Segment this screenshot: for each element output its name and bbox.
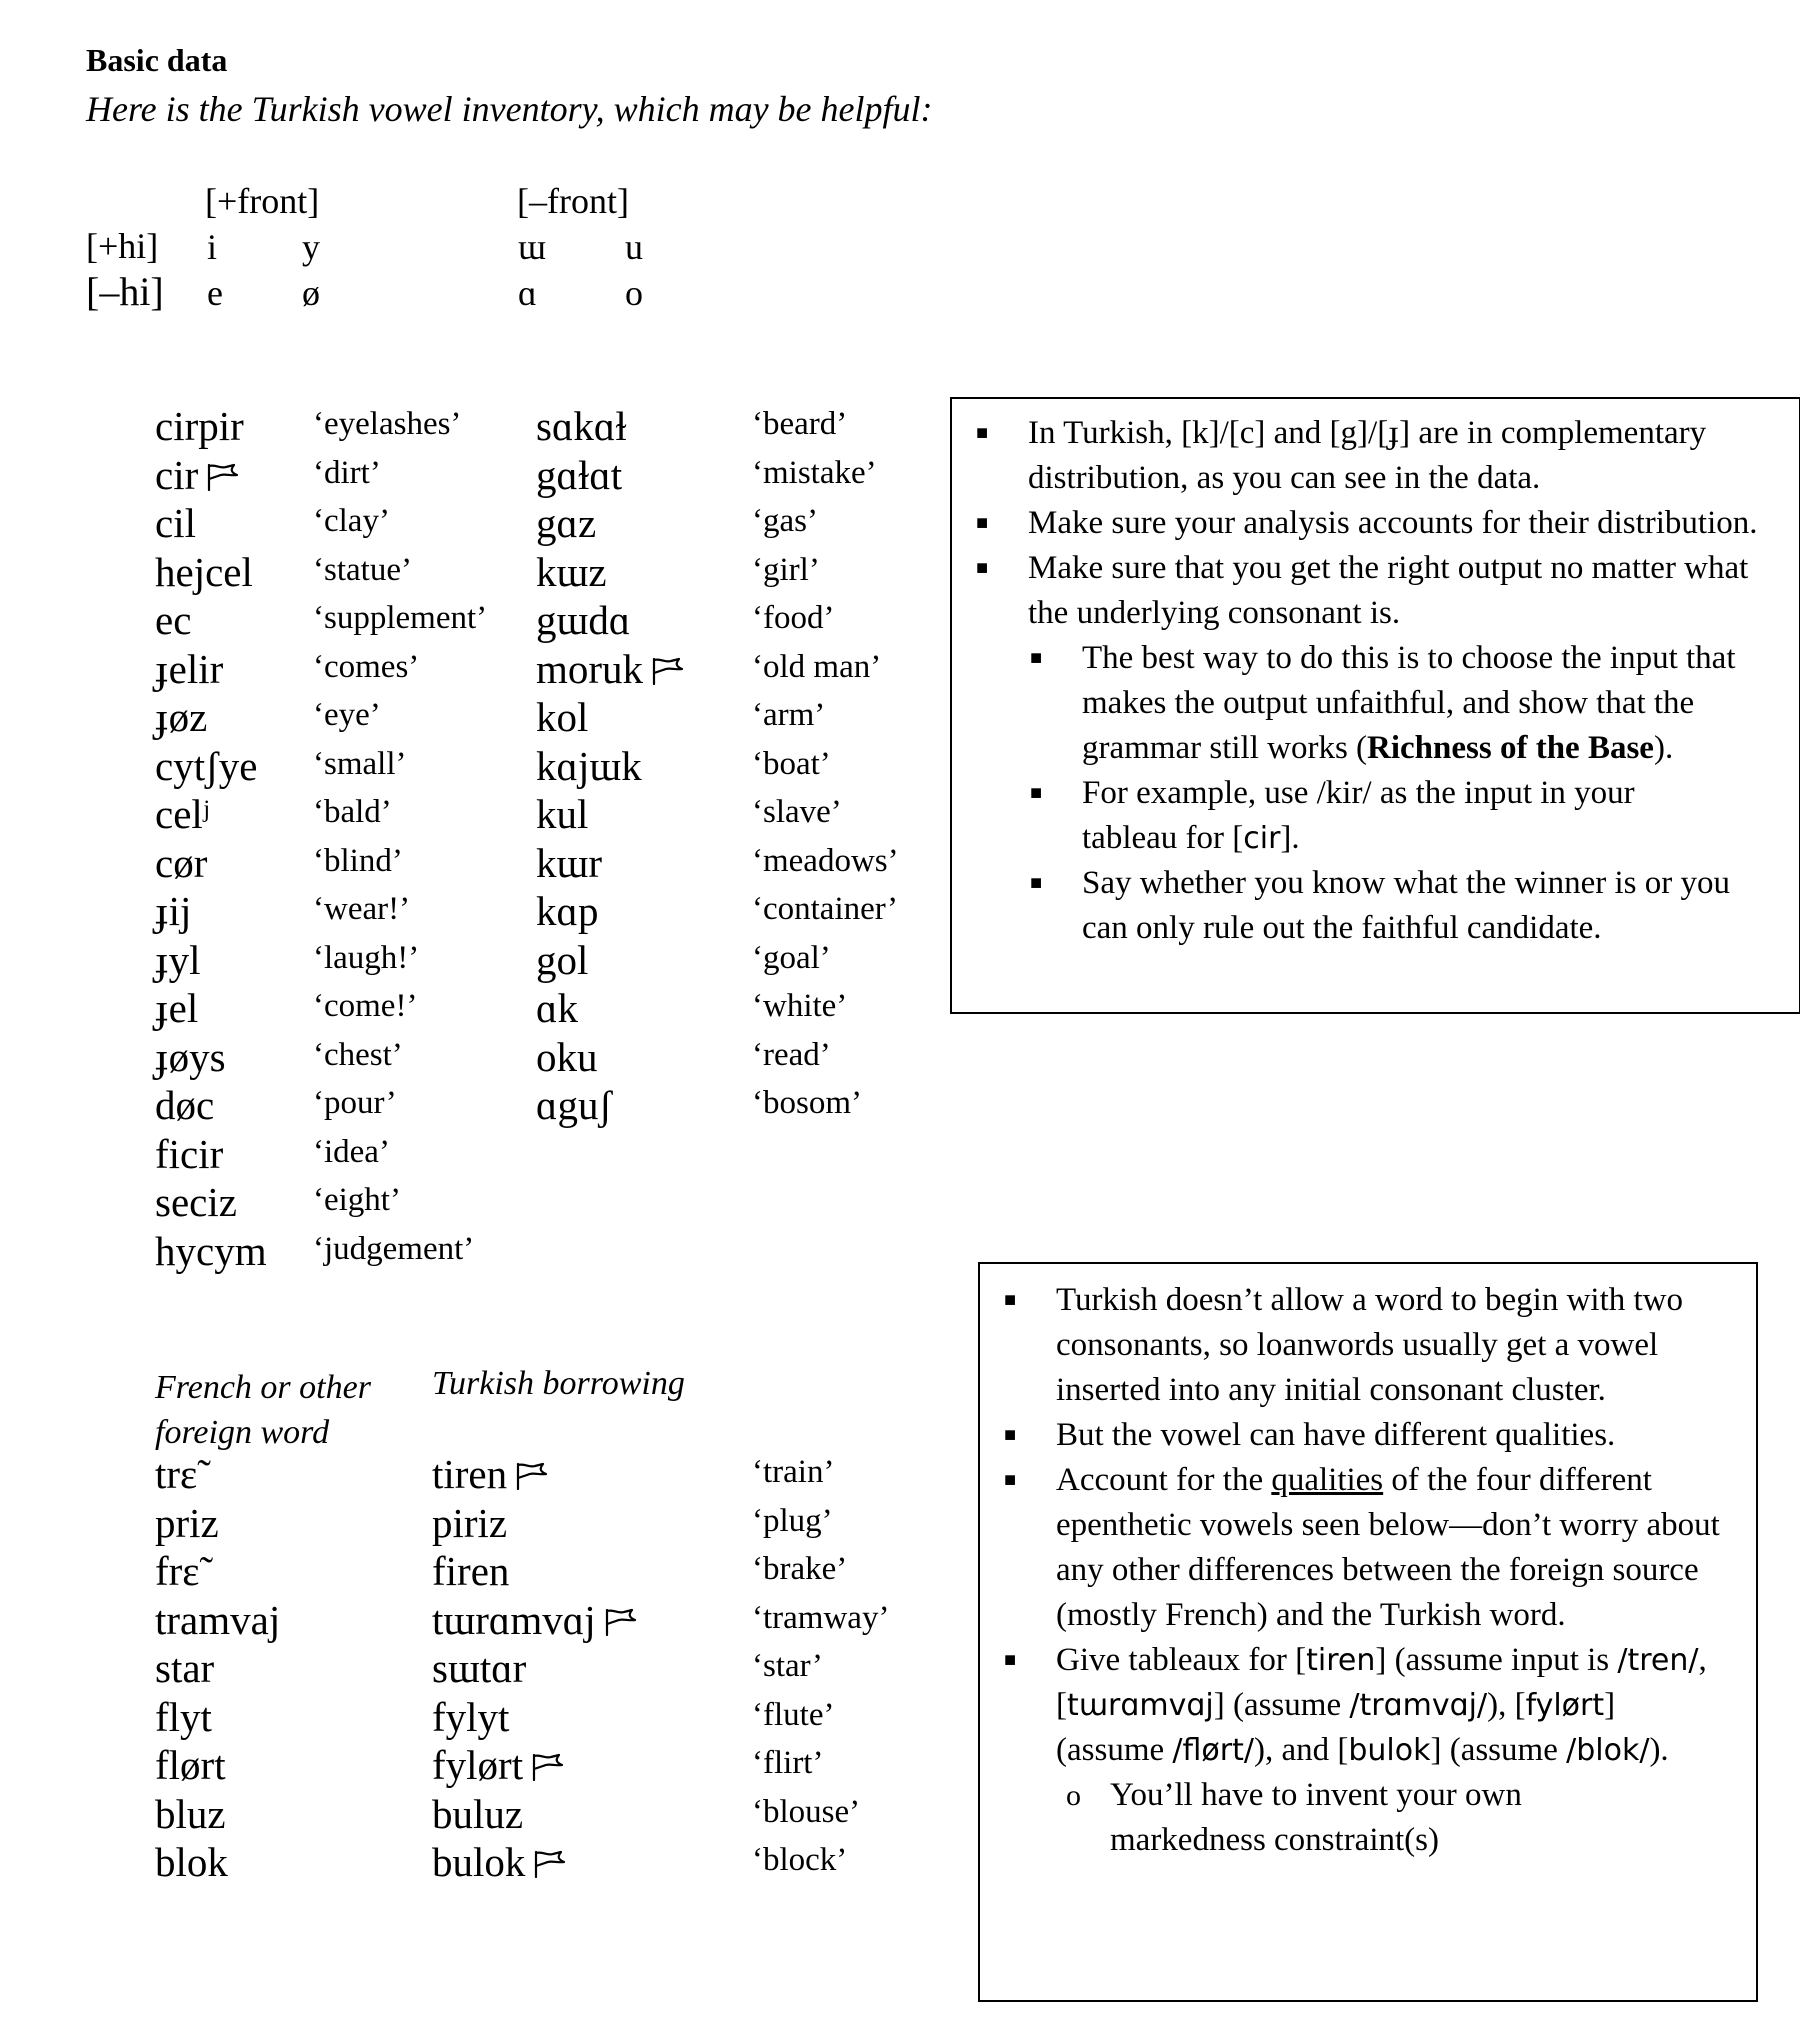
flag-icon [531, 1753, 565, 1781]
vowel-i: i [207, 227, 218, 267]
data-word: ficir [155, 1130, 224, 1177]
col-header-foreign: French or other foreign word [155, 1369, 371, 1451]
data-gloss: ‘eyelashes’ [313, 406, 462, 442]
data-gloss: ‘girl’ [752, 551, 820, 588]
box2-bullet-2: ■ But the vowel can have different qualities. [1004, 1417, 1616, 1453]
data-gloss: ‘laugh!’ [313, 939, 420, 976]
data-gloss: ‘comes’ [313, 648, 420, 685]
data-word: ɟel [155, 985, 199, 1031]
data-word: cytʃye [155, 742, 258, 789]
col-header-turkish: Turkish borrowing [432, 1365, 685, 1402]
box1-subbullet-2: ■ For example, use /kir/ as the input in your tableau for [cir]. [1030, 775, 1635, 856]
data-gloss: ‘goal’ [752, 939, 831, 976]
borrowing-gloss: ‘flute’ [752, 1696, 835, 1733]
data-gloss: ‘wear!’ [313, 891, 411, 927]
data-gloss: ‘old man’ [752, 648, 882, 685]
data-word: kol [536, 694, 589, 740]
data-word: kɯr [536, 839, 603, 886]
data-word: celʲ [155, 791, 210, 837]
data-word: cil [155, 500, 196, 546]
box2-bullet-1: ■ Turkish doesn’t allow a word to begin with two consonants, so loanwords usually get a vowel inserted into any initial consonant cluster. [1004, 1282, 1683, 1408]
borrowing-gloss: ‘plug’ [752, 1502, 833, 1539]
data-gloss: ‘come!’ [313, 988, 418, 1024]
data-gloss: ‘food’ [752, 600, 835, 636]
data-gloss: ‘judgement’ [313, 1230, 475, 1267]
turkish-word: firen [432, 1548, 510, 1594]
vowel-u: u [625, 227, 643, 267]
box2-bullet-3: ■ Account for the qualities of the four different epenthetic vowels seen below—don’t worry about any other differences between the foreign source (mostly French) and the Turkish word. [1004, 1462, 1720, 1633]
data-word: ɑk [536, 985, 578, 1031]
instructions-box-1 [950, 397, 1800, 1014]
data-word: seciz [155, 1179, 237, 1225]
col-header-back: [–front] [517, 181, 629, 221]
data-gloss: ‘supplement’ [313, 600, 488, 636]
data-word: ɟyl [155, 936, 201, 983]
data-word: hycym [155, 1227, 267, 1274]
data-word: kɑp [536, 888, 599, 934]
col-header-front: [+front] [205, 181, 320, 221]
data-gloss: ‘arm’ [752, 697, 826, 733]
foreign-word: frɛ̃ [155, 1548, 200, 1594]
data-gloss: ‘beard’ [752, 406, 848, 442]
data-word: ɟij [155, 888, 192, 934]
foreign-word: flørt [155, 1742, 226, 1788]
data-gloss: ‘chest’ [313, 1036, 403, 1073]
vowel-o-slash: ø [302, 273, 320, 313]
data-gloss: ‘blind’ [313, 842, 403, 879]
data-gloss: ‘boat’ [752, 745, 831, 782]
turkish-word: bulok [432, 1838, 567, 1886]
borrowing-gloss: ‘tramway’ [752, 1599, 890, 1636]
data-word: oku [536, 1033, 598, 1080]
vowel-alpha: ɑ [518, 273, 537, 313]
foreign-word: priz [155, 1499, 219, 1546]
box1-subbullet-3: ■ Say whether you know what the winner is or you can only rule out the faithful candidate. [1030, 865, 1730, 946]
section-title: Basic data [86, 42, 228, 78]
flag-icon [515, 1462, 549, 1490]
borrowing-gloss: ‘star’ [752, 1648, 823, 1684]
vowel-e: e [207, 273, 223, 313]
data-gloss: ‘bosom’ [752, 1085, 862, 1121]
data-word: sɑkɑɫ [536, 403, 627, 449]
data-gloss: ‘small’ [313, 745, 407, 782]
data-word: kɑjɯk [536, 742, 642, 789]
data-gloss: ‘slave’ [752, 794, 842, 830]
box1-bullet-1: ■ In Turkish, [k]/[c] and [g]/[ɟ] are in complementary distribution, as you can see in the data. [976, 415, 1707, 496]
data-gloss: ‘eye’ [313, 697, 381, 733]
data-word: cir [155, 451, 240, 499]
box1-bullet-2: ■ Make sure your analysis accounts for their distribution. [976, 505, 1758, 541]
data-word: ec [155, 597, 192, 643]
data-word: gɑɫɑt [536, 451, 623, 498]
data-word: moruk [536, 645, 685, 693]
data-word: ɟøys [155, 1033, 226, 1080]
data-word: cirpir [155, 403, 244, 449]
data-word: cør [155, 839, 208, 886]
foreign-word: flyt [155, 1693, 212, 1740]
data-gloss: ‘white’ [752, 988, 848, 1024]
data-word: kul [536, 791, 589, 837]
data-gloss: ‘mistake’ [752, 454, 877, 491]
borrowing-gloss: ‘block’ [752, 1842, 848, 1878]
data-word: døc [155, 1082, 215, 1128]
box1-subbullet-1: ■ The best way to do this is to choose the input that makes the output unfaithful, and show that the grammar still works (Richness of the Base). [1030, 640, 1736, 766]
flag-icon [604, 1608, 638, 1636]
turkish-word: tiren [432, 1450, 549, 1498]
turkish-word: buluz [432, 1790, 524, 1837]
foreign-word: blok [155, 1839, 228, 1885]
data-gloss: ‘idea’ [313, 1133, 390, 1170]
data-gloss: ‘clay’ [313, 503, 390, 539]
flag-icon [533, 1850, 567, 1878]
data-gloss: ‘pour’ [313, 1085, 397, 1121]
box2-bullet-4: ■ Give tableaux for [tiren] (assume input is /tren/, [tɯrɑmvɑj] (assume /trɑmvɑj/), [fylørt] (assume /flørt/), and [bulok] (assume /blok/). [1004, 1642, 1707, 1768]
vowel-o: o [625, 273, 643, 313]
row-header-lo: [–hi] [86, 269, 164, 314]
foreign-word: trɛ̃ [155, 1451, 198, 1497]
data-word: hejcel [155, 548, 253, 595]
data-word: ɟelir [155, 645, 224, 692]
data-gloss: ‘read’ [752, 1036, 831, 1073]
borrowing-gloss: ‘brake’ [752, 1551, 848, 1587]
data-gloss: ‘meadows’ [752, 842, 899, 879]
foreign-word: bluz [155, 1790, 226, 1837]
box1-bullet-3: ■ Make sure that you get the right output no matter what the underlying consonant is. [976, 550, 1749, 631]
data-word: gɯdɑ [536, 597, 631, 643]
vowel-y: y [302, 227, 320, 267]
borrowing-gloss: ‘train’ [752, 1454, 835, 1490]
data-gloss: ‘dirt’ [313, 454, 381, 491]
foreign-word: star [155, 1645, 215, 1691]
data-word: ɑguʃ [536, 1082, 613, 1128]
data-word: ɟøz [155, 694, 208, 740]
data-gloss: ‘container’ [752, 891, 898, 927]
turkish-word: fylørt [432, 1741, 565, 1789]
turkish-word: fylyt [432, 1693, 510, 1740]
box2-subbullet-1: o You’ll have to invent your own markedness constraint(s) [1066, 1777, 1522, 1858]
row-header-hi: [+hi] [86, 226, 159, 266]
data-gloss: ‘bald’ [313, 794, 392, 830]
section-subtitle: Here is the Turkish vowel inventory, which may be helpful: [86, 89, 933, 129]
flag-icon [651, 657, 685, 685]
data-word: kɯz [536, 548, 607, 595]
data-word: gɑz [536, 500, 597, 546]
turkish-word: tɯrɑmvɑj [432, 1596, 638, 1644]
data-gloss: ‘statue’ [313, 551, 412, 588]
foreign-word: tramvaj [155, 1596, 281, 1643]
data-gloss: ‘eight’ [313, 1182, 401, 1218]
data-gloss: ‘gas’ [752, 503, 818, 539]
borrowing-gloss: ‘flirt’ [752, 1745, 824, 1781]
turkish-word: sɯtɑr [432, 1645, 527, 1691]
borrowing-gloss: ‘blouse’ [752, 1793, 861, 1830]
vowel-turned-m: ɯ [518, 227, 547, 267]
instructions-box-2 [978, 1262, 1758, 2002]
data-word: gol [536, 936, 589, 983]
turkish-word: piriz [432, 1499, 508, 1546]
flag-icon [206, 463, 240, 491]
